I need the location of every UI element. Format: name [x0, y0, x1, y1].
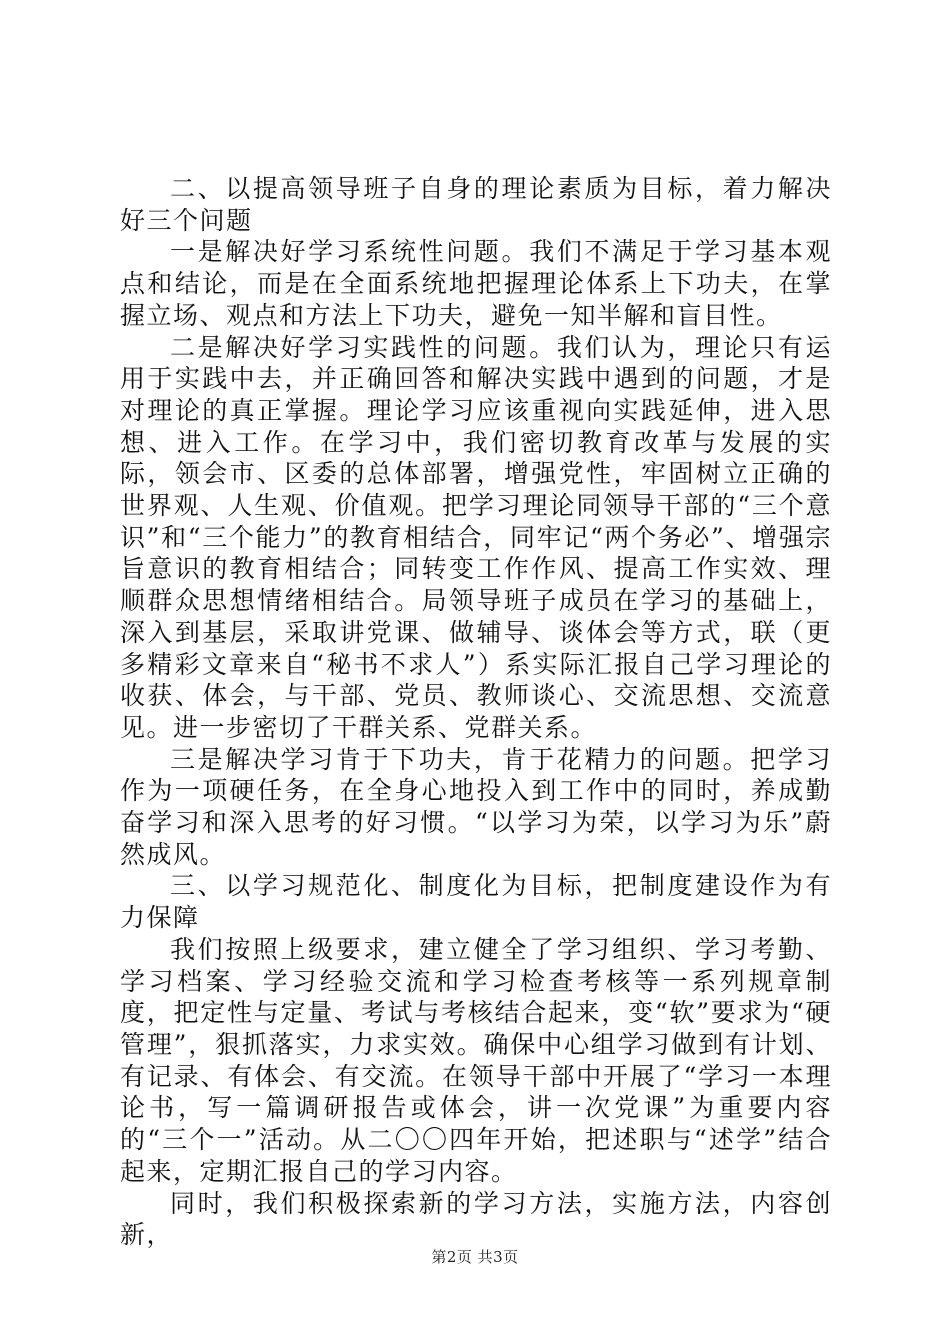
paragraph-effort-learning: 三是解决学习肯于下功夫，肯于花精力的问题。把学习作为一项硬任务，在全身心地投入到工作中的同时，养成勤奋学习和深入思考的好习惯。“以学习为荣，以学习为乐”蔚然成风。	[120, 744, 832, 869]
section-heading-2: 二、以提高领导班子自身的理论素质为目标，着力解决好三个问题	[120, 174, 832, 235]
paragraph-new-methods: 同时，我们积极探索新的学习方法，实施方法，内容创新，	[120, 1188, 832, 1250]
section-heading-3: 三、以学习规范化、制度化为目标，把制度建设作为有力保障	[120, 871, 832, 933]
page-footer: 第2页 共3页	[431, 1248, 519, 1266]
paragraph-systematic-learning: 一是解决好学习系统性问题。我们不满足于学习基本观点和结论，而是在全面系统地把握理论体系上下功夫，在掌握立场、观点和方法上下功夫，避免一知半解和盲目性。	[120, 237, 832, 330]
document-body	[120, 173, 832, 1251]
paragraph-practical-learning: 二是解决好学习实践性的问题。我们认为，理论只有运用于实践中去，并正确回答和解决实践中遇到的问题，才是对理论的真正掌握。理论学习应该重视向实践延伸，进入思想、进入工作。在学习中，我们密切教育改革与发展的实际，领会市、区委的总体部署，增强党性，牢固树立正确的世界观、人生观、价值观。把学习理论同领导干部的“三个意识”和“三个能力”的教育相结合，同牢记“两个务必”、增强宗旨意识的教育相结合；同转变工作作风、提高工作实效、理顺群众思想情绪相结合。局领导班子成员在学习的基础上，深入到基层，采取讲党课、做辅导、谈体会等方式，联（更多精彩文章来自“秘书不求人”）系实际汇报自己学习理论的收获、体会，与干部、党员、教师谈心、交流思想、交流意见。进一步密切了干群关系、党群关系。	[120, 332, 832, 742]
paragraph-system-rules: 我们按照上级要求，建立健全了学习组织、学习考勤、学习档案、学习经验交流和学习检查考核等一系列规章制度，把定性与定量、考试与考核结合起来，变“软”要求为“硬管理”，狠抓落实，力求实效。确保中心组学习做到有计划、有记录、有体会、有交流。在领导干部中开展了“学习一本理论书，写一篇调研报告或体会，讲一次党课”为重要内容的“三个一”活动。从二〇〇四年开始，把述职与“述学”结合起来，定期汇报自己的学习内容。	[120, 934, 832, 1186]
